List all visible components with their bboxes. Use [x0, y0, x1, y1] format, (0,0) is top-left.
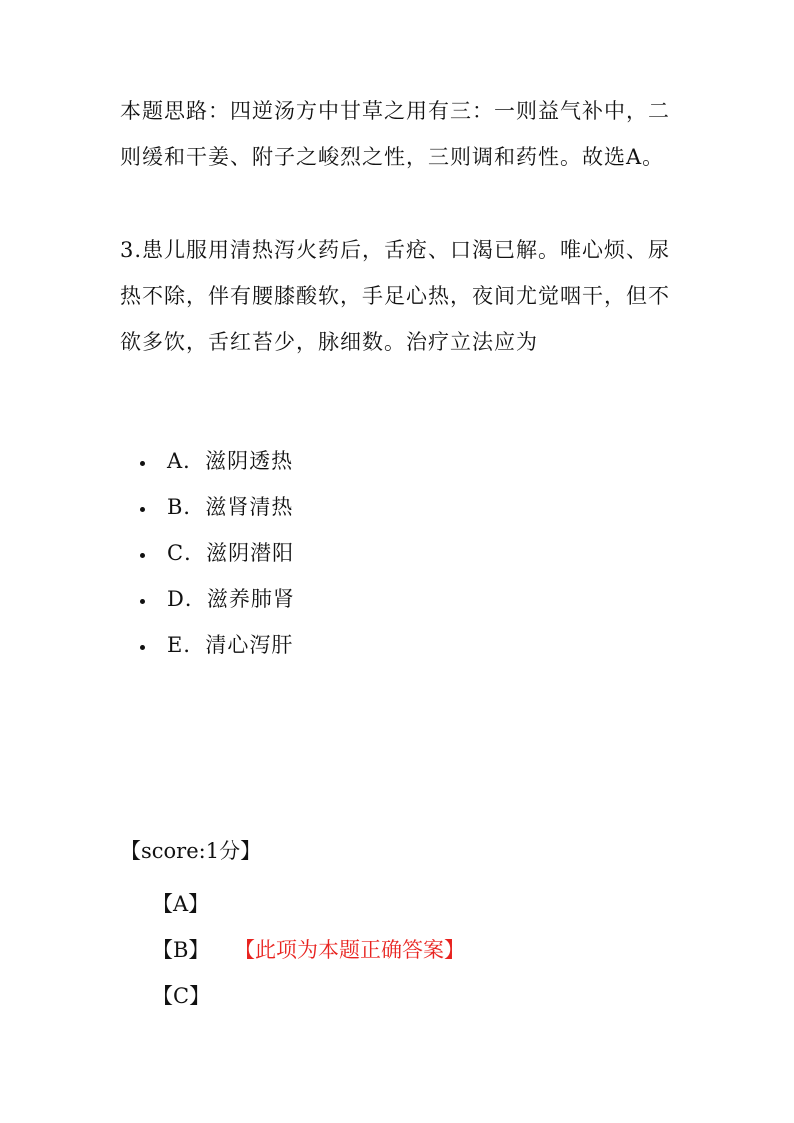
bullet-icon — [140, 599, 145, 604]
explanation-paragraph: 本题思路：四逆汤方中甘草之用有三：一则益气补中，二则缓和干姜、附子之峻烈之性，三则调和药性。故选A。 — [120, 99, 670, 169]
bullet-icon — [140, 645, 145, 650]
bullet-icon — [140, 553, 145, 558]
answer-row-a — [152, 880, 465, 926]
question-stem: 3.患儿服用清热泻火药后，舌疮、口渴已解。唯心烦、尿热不除，伴有腰膝酸软，手足心热，夜间尤觉咽干，但不欲多饮，舌红苔少，脉细数。治疗立法应为 — [120, 238, 671, 354]
option-d — [140, 575, 295, 621]
answer-label: 【B】 — [152, 938, 210, 962]
correct-answer-mark: 【此项为本题正确答案】 — [234, 938, 465, 962]
option-label: D．滋养肺肾 — [167, 587, 295, 611]
options-list — [140, 437, 295, 667]
bullet-icon — [140, 461, 145, 466]
answer-key — [152, 880, 465, 1018]
option-label: B．滋肾清热 — [167, 495, 294, 519]
score-label: 【score:1分】 — [120, 839, 262, 863]
bullet-icon — [140, 507, 145, 512]
option-c — [140, 529, 295, 575]
answer-label: 【A】 — [152, 892, 210, 916]
answer-row-c — [152, 972, 465, 1018]
option-e — [140, 621, 295, 667]
option-a — [140, 437, 295, 483]
option-b — [140, 483, 295, 529]
answer-label: 【C】 — [152, 984, 211, 1008]
option-label: C．滋阴潜阳 — [167, 541, 295, 565]
option-label: A．滋阴透热 — [167, 449, 294, 473]
option-label: E．清心泻肝 — [167, 633, 294, 657]
answer-row-b — [152, 926, 465, 972]
